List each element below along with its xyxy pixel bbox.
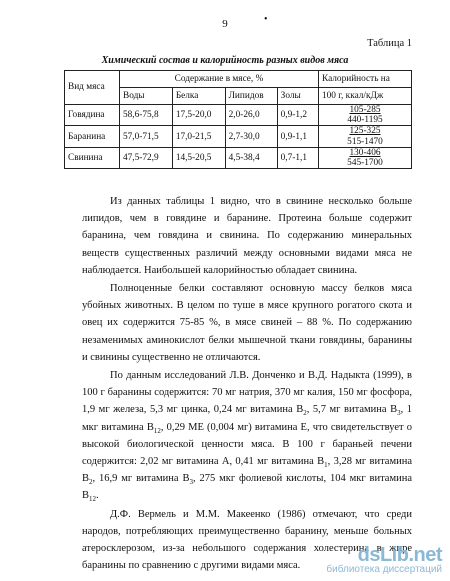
header-meat: Вид мяса	[65, 71, 120, 105]
cell-calorie	[319, 147, 412, 168]
cell-ash: 0,9-1,1	[277, 126, 318, 147]
paragraph-3	[82, 367, 412, 505]
p3-sub: 12	[89, 495, 97, 504]
p3-text: , 0,29 МЕ (0,004 мг) витамина Е, что свидетельствует о высокой биологической ценности мяса. В 100 г бараньей печени содержится: 2,02 мг витамина А, 0,41 мг витамина B	[82, 421, 413, 468]
header-protein: Белка	[172, 88, 225, 105]
cell-protein: 17,0-21,5	[172, 126, 225, 147]
cell-water: 47,5-72,9	[120, 147, 173, 168]
watermark	[326, 544, 442, 575]
cell-water: 57,0-71,5	[120, 126, 173, 147]
cell-water: 58,6-75,8	[120, 105, 173, 126]
cell-ash: 0,7-1,1	[277, 147, 318, 168]
p3-sub: 2	[303, 409, 307, 418]
cell-kj: 545-1700	[347, 158, 383, 169]
p3-text: , 1 мкг витамина B	[82, 404, 413, 433]
p3-sub: 3	[189, 478, 193, 487]
p3-text: , 16,9 мг витамина B	[92, 473, 190, 485]
table-number: Таблица 1	[367, 38, 412, 49]
p3-sub: 3	[397, 409, 401, 418]
p3-sub: 12	[153, 426, 161, 435]
table-caption: Химический состав и калорийность разных видов мяса	[101, 55, 349, 66]
cell-calorie	[319, 105, 412, 126]
paragraph-1: Из данных таблицы 1 видно, что в свинине несколько больше липидов, чем в говядине и баранине. Протеина больше содержит баранина, чем говядина и свинина. По содержанию минеральных веществ существенных различий между основными видами мяса не наблюдается. Наибольшей калорийностью обладает свинина.	[82, 196, 412, 276]
p3-text: , 3,28 мг витамина B	[82, 456, 412, 485]
cell-meat: Говядина	[65, 105, 120, 126]
cell-lipids: 4,5-38,4	[225, 147, 277, 168]
watermark-subtitle: библиотека диссертаций	[326, 564, 442, 575]
page-dot: •	[264, 14, 268, 25]
watermark-logo: dsLib.net	[357, 544, 442, 566]
table-row	[65, 126, 412, 147]
header-water: Воды	[120, 88, 173, 105]
p3-text: По данным исследований Л.В. Донченко и В.Д. Надыкта (1999), в 100 г баранины содержится: 70 мг натрия, 370 мг калия, 150 мг фосфора, 1,9 мг железа, 5,3 мг цинка, 0,24 мг витамина B	[82, 370, 412, 416]
header-ash: Золы	[277, 88, 318, 105]
p3-text: .	[96, 490, 99, 502]
p3-sub: 1	[324, 461, 328, 470]
p3-sub: 2	[89, 478, 93, 487]
page-number: 9	[222, 18, 228, 30]
paragraph-2: Полноценные белки составляют основную массу белков мяса убойных животных. В целом по туше в мясе крупного рогатого скота и овец их содержится 75-85 %, в мясе свиней – 88 %. По содержанию незаменимых аминокислот белки мышечной ткани говядины, баранины и свинины существенно не отличаются.	[82, 283, 412, 363]
body-text	[82, 193, 412, 574]
cell-kj: 440-1195	[347, 115, 383, 126]
header-lipids: Липидов	[225, 88, 277, 105]
cell-kcal: 125-325	[349, 126, 381, 137]
table-row	[65, 147, 412, 168]
p3-text: , 5,7 мг витамина B	[306, 404, 398, 416]
p3-text: , 275 мкг фолиевой кислоты, 104 мкг витамина B	[82, 473, 413, 502]
cell-lipids: 2,0-26,0	[225, 105, 277, 126]
cell-calorie	[319, 126, 412, 147]
cell-lipids: 2,7-30,0	[225, 126, 277, 147]
cell-protein: 17,5-20,0	[172, 105, 225, 126]
table-header-row	[65, 71, 412, 88]
cell-protein: 14,5-20,5	[172, 147, 225, 168]
cell-kcal: 105-285	[349, 105, 381, 115]
header-calorie-2: 100 г, ккал/кДж	[319, 88, 412, 105]
header-calorie-1: Калорийность на	[319, 71, 412, 88]
header-content: Содержание в мясе, %	[120, 71, 319, 88]
cell-meat: Баранина	[65, 126, 120, 147]
cell-meat: Свинина	[65, 147, 120, 168]
composition-table	[64, 70, 412, 169]
cell-kcal: 130-406	[349, 147, 381, 158]
table-row	[65, 105, 412, 126]
cell-ash: 0,9-1,2	[277, 105, 318, 126]
cell-kj: 515-1470	[347, 136, 383, 147]
paragraph-4: Д.Ф. Вермель и М.М. Макеенко (1986) отмечают, что среди народов, потребляющих преимущественно баранину, меньше больных атеросклерозом, из-за небольшого содержания холестерина в жире баранины по сравнению с другими видами мяса.	[82, 508, 412, 572]
